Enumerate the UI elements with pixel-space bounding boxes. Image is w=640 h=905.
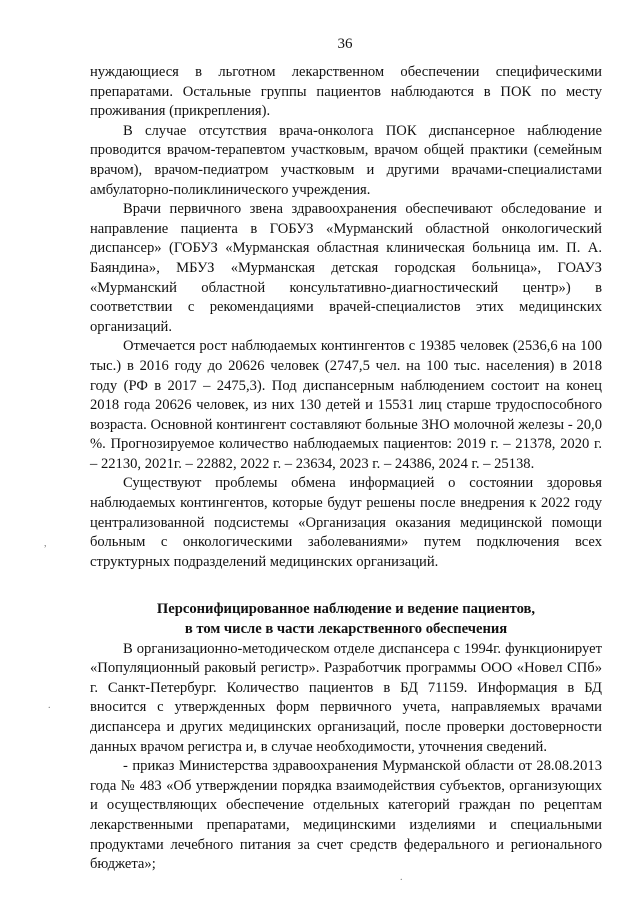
paragraph-contingent-growth: Отмечается рост наблюдаемых контингентов с 19385 человек (2536,6 на 100 тыс.) в 2016 году до 20626 человек (2747,5 чел. на 100 тыс. населения) в 2018 году (РФ в 2017 – 2475,3). Под диспансерным наблюдением состоит на конец 2018 года 20626 человек, из них 130 детей и 15531 лиц старше трудоспособного возраста. Основной контингент составляют больные ЗНО молочной железы - 20,0 %. Прогнозируемое количество наблюдаемых пациентов: 2019 г. – 21378, 2020 г. – 22130, 2021г. – 22882, 2022 г. – 23634, 2023 г. – 24386, 2024 г. – 25138. [90,338,602,472]
scan-speck: . [400,872,403,883]
paragraph-ministry-order: - приказ Министерства здравоохранения Мурманской области от 28.08.2013 года № 483 «Об утверждении порядка взаимодействия субъектов, организующих и осуществляющих обеспечение отдельных категорий граждан по рецептам лекарственными препаратами, медицинскими изделиями и специальными продуктами лечебного питания за счет средств федерального и регионального бюджета»; [90,758,602,873]
paragraph-cancer-registry: В организационно-методическом отделе диспансера с 1994г. функционирует «Популяционный раковый регистр». Разработчик программы ООО «Новел СПб» г. Санкт-Петербург. Количество пациентов в БД 71159. Информация в БД вносится с утвержденных форм первичного учета, направляемых врачами диспансера и других медицинских организаций, после проверки достоверности данных врачом регистра и, в случае необходимости, уточнения сведений. [90,640,602,755]
scan-speck: , [44,538,47,549]
page-number: 36 [337,36,353,52]
section-heading-line-1: Персонифицированное наблюдение и ведение пациентов, [156,601,536,618]
paragraph-primary-care: Врачи первичного звена здравоохранения обеспечивают обследование и направление пациента в ГОБУЗ «Мурманский областной онкологический диспансер» (ГОБУЗ «Мурманская областная клиническая больница им. П. А. Баяндина», МБУЗ «Мурманская детская городская больница», ГОАУЗ «Мурманский областной консультативно-диагностический центр») в соответствии с рекомендациями врачей-специалистов этих медицинских организаций. [90,201,602,335]
document-body [90,63,602,875]
scan-speck: . [48,700,51,711]
section-heading-line-2: в том числе в части лекарственного обеспечения [184,621,508,638]
paragraph-information-exchange: Существуют проблемы обмена информацией о состоянии здоровья наблюдаемых контингентов, которые будут решены после внедрения к 2022 году централизованной подсистемы «Организация оказания медицинской помощи больным с онкологическими заболеваниями» путем подключения всех структурных подразделений медицинских организаций. [90,475,602,570]
section-heading [90,600,602,639]
paragraph-oncologist-absence: В случае отсутствия врача-онколога ПОК диспансерное наблюдение проводится врачом-терапевтом участковым, врачом общей практики (семейным врачом), врачом-педиатром участковым и другими врачами-специалистами амбулаторно-поликлинического учреждения. [90,122,602,198]
paragraph-continuation: нуждающиеся в льготном лекарственном обеспечении специфическими препаратами. Остальные группы пациентов наблюдаются в ПОК по месту проживания (прикрепления). [90,64,602,120]
